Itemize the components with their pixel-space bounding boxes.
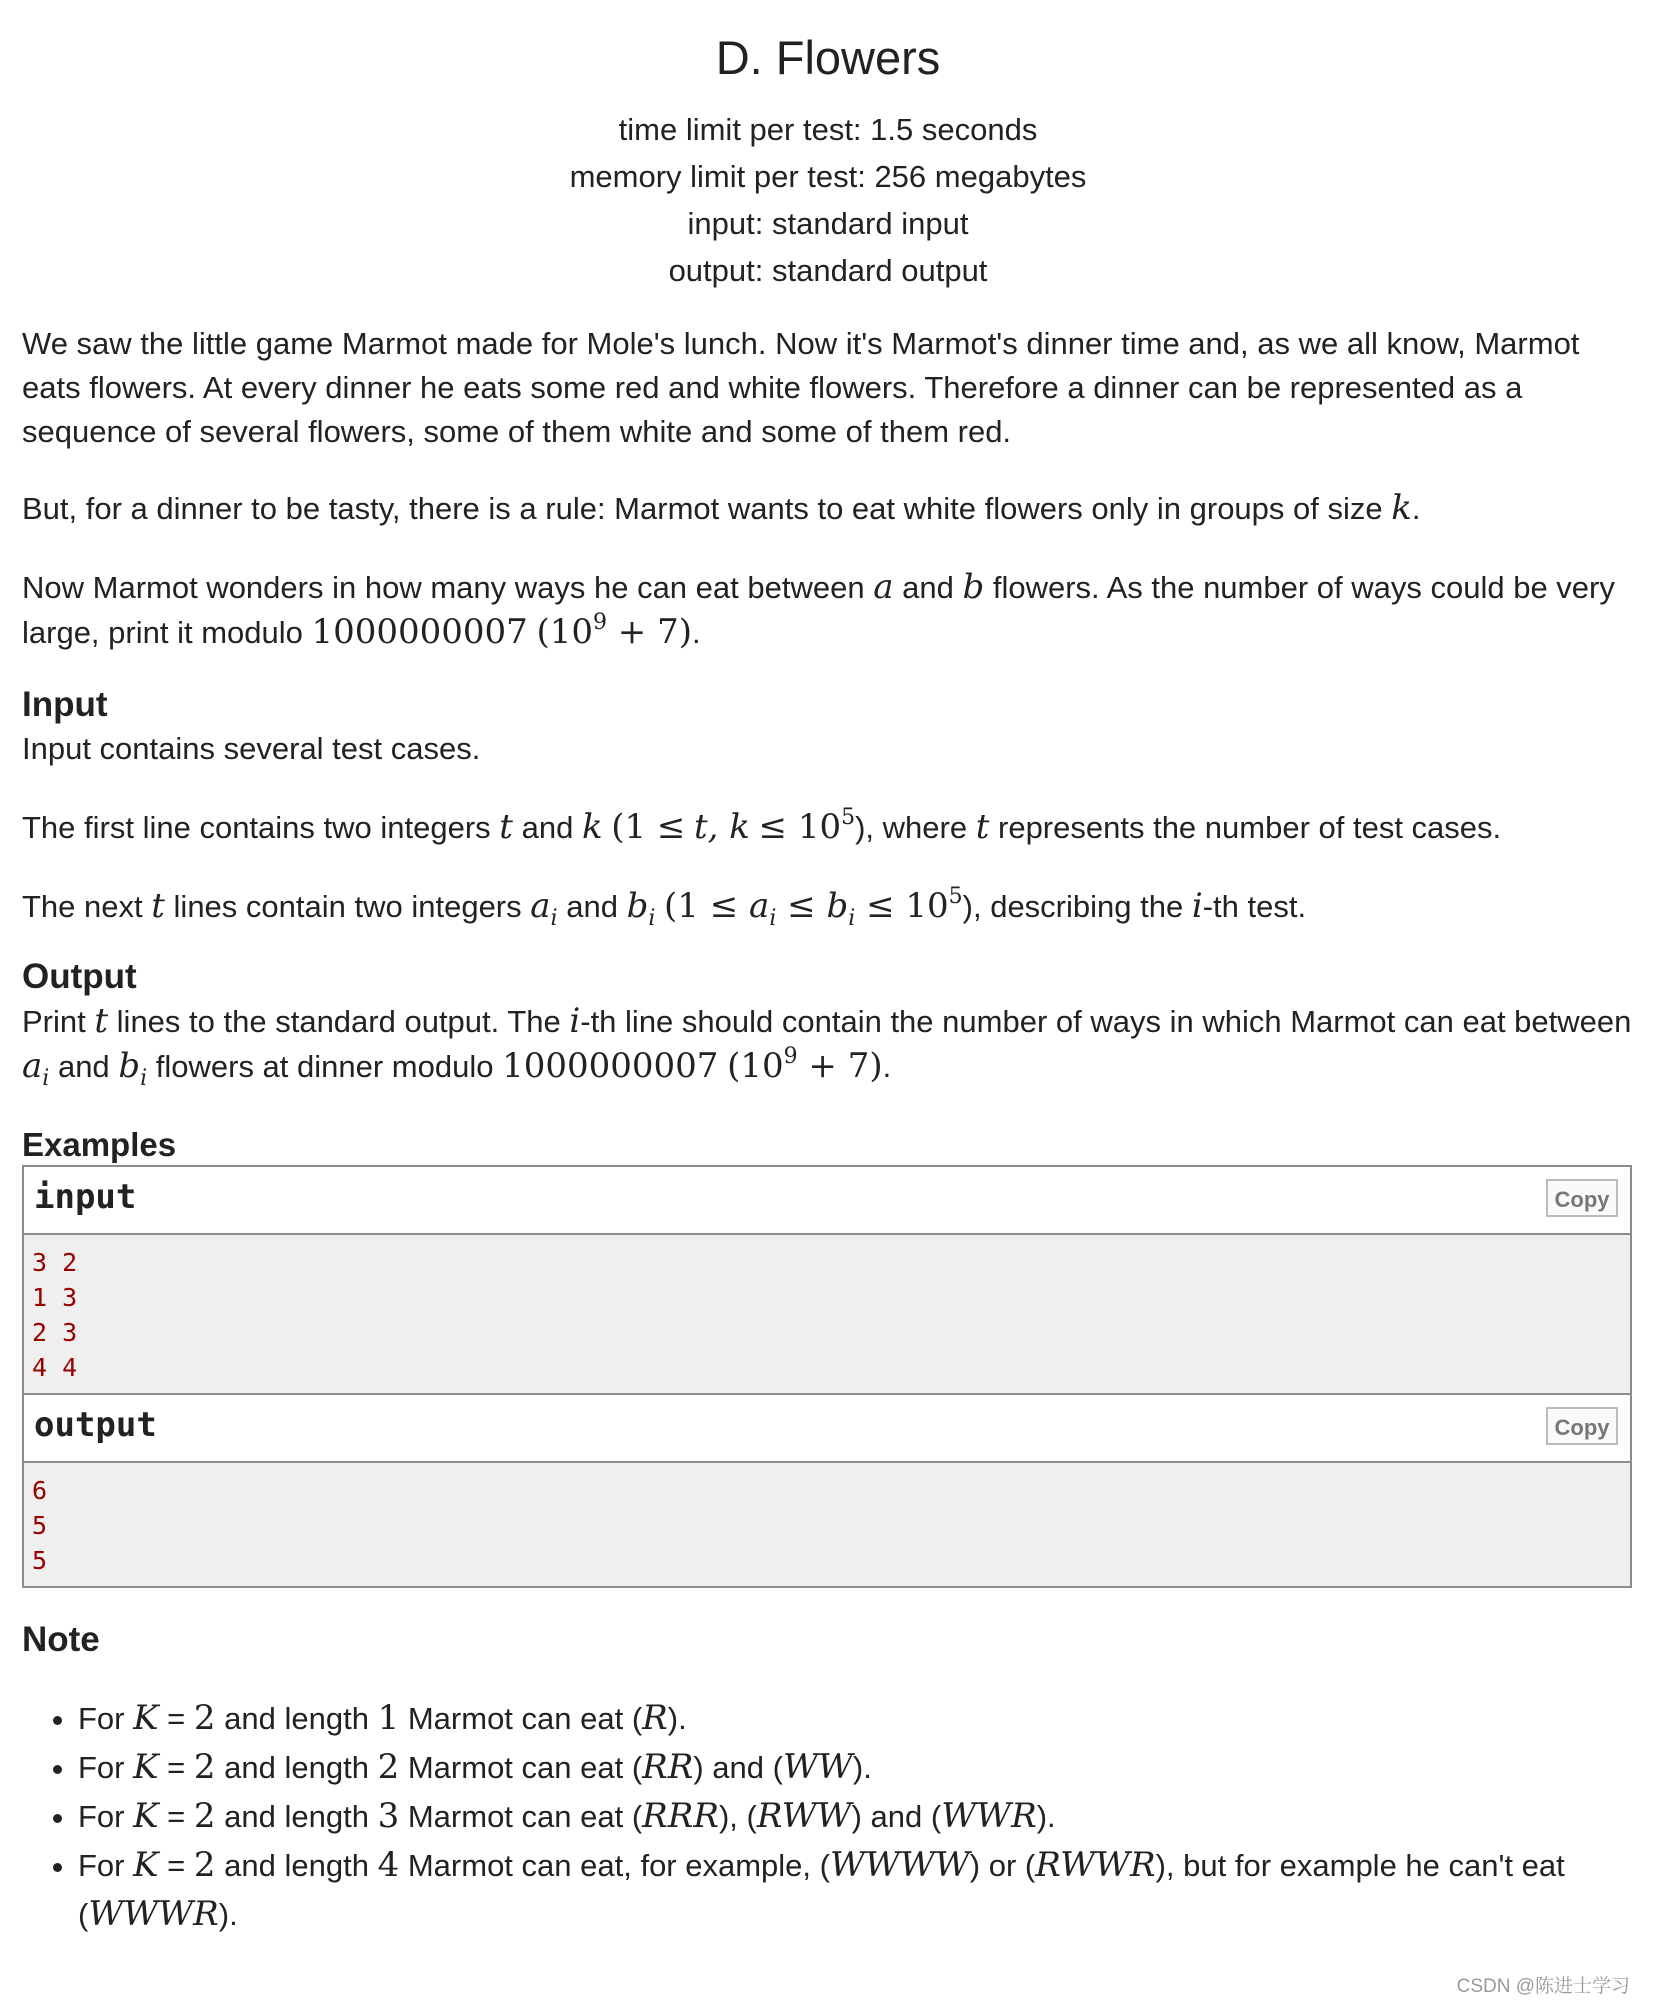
note-item: • For K = 2 and length 1 Marmot can eat (R). [78, 1694, 1634, 1743]
sample-input-header [24, 1167, 1630, 1235]
examples-title: Examples [22, 1126, 177, 1163]
sample-output-line: 5 [32, 1511, 48, 1540]
output-target: output: standard output [668, 253, 988, 288]
csdn-watermark: CSDN @陈进士学习 [1456, 1976, 1630, 1997]
sample-input-label: input [34, 1177, 137, 1217]
sample-input-line: 2 3 [32, 1318, 78, 1347]
note-list [22, 1694, 1634, 1939]
input-line-2: The first line contains two integers t and k (1 ≤ t, $k \le 10^5$), where t represents the number of test cases. [22, 805, 1502, 847]
input-line-1: Input contains several test cases. [22, 731, 481, 766]
copy-input-button[interactable]: Copy [1546, 1179, 1618, 1217]
time-limit: time limit per test: 1.5 seconds [618, 112, 1038, 147]
note-title: Note [22, 1620, 100, 1659]
statement-paragraph-3: Now Marmot wonders in how many ways he can eat between a and b flowers. As the number of ways could be very large, print it modulo 1000000007 $(10^9 + 7)$. [22, 567, 1615, 652]
sample-output-body [24, 1463, 1630, 1586]
statement-paragraph-2: But, for a dinner to be tasty, there is a rule: Marmot wants to eat white flowers only in groups of size k. [22, 488, 1421, 528]
sample-output-label: output [34, 1405, 157, 1445]
input-section-title: Input [22, 685, 108, 724]
problem-page [22, 0, 1634, 1939]
copy-output-button[interactable]: Copy [1546, 1407, 1618, 1445]
note-item: • For K = 2 and length 4 Marmot can eat, for example, (WWWW) or (RWWR), but for example he can't eat (WWWR). [78, 1841, 1634, 1939]
problem-header [22, 0, 1634, 294]
sample-output-line: 5 [32, 1546, 48, 1575]
sample-input-line: 1 3 [32, 1283, 78, 1312]
sample-input-body [24, 1235, 1630, 1393]
problem-title: D. Flowers [715, 31, 941, 84]
output-description: Print t lines to the standard output. The i-th line should contain the number of ways in which Marmot can eat between $a_i$ and $b_i$ flowers at dinner modulo 1000000007 $(10^9 + 7)$. [22, 1001, 1632, 1091]
sample-output-header [24, 1395, 1630, 1463]
sample-input-line: 3 2 [32, 1248, 78, 1277]
memory-limit: memory limit per test: 256 megabytes [569, 159, 1087, 194]
statement-paragraph-1: We saw the little game Marmot made for Mole's lunch. Now it's Marmot's dinner time and, as we all know, Marmot eats flowers. At every dinner he eats some red and white flowers. Therefore a dinner can be represented as a sequence of several flowers, some of them white and some of them red. [22, 326, 1580, 449]
note-item: • For K = 2 and length 3 Marmot can eat (RRR), (RWW) and (WWR). [78, 1792, 1634, 1841]
sample-output-line: 6 [32, 1476, 48, 1505]
sample-test [22, 1165, 1632, 1588]
input-line-3: The next t lines contain two integers $a_i$ and $b_i$ $(1 \le a_i \le b_i \le 10^5)$, describing the i-th test. [22, 884, 1307, 931]
output-section-title: Output [22, 957, 137, 996]
sample-input-line: 4 4 [32, 1353, 78, 1382]
note-item: • For K = 2 and length 2 Marmot can eat (RR) and (WW). [78, 1743, 1634, 1792]
input-source: input: standard input [687, 206, 969, 241]
